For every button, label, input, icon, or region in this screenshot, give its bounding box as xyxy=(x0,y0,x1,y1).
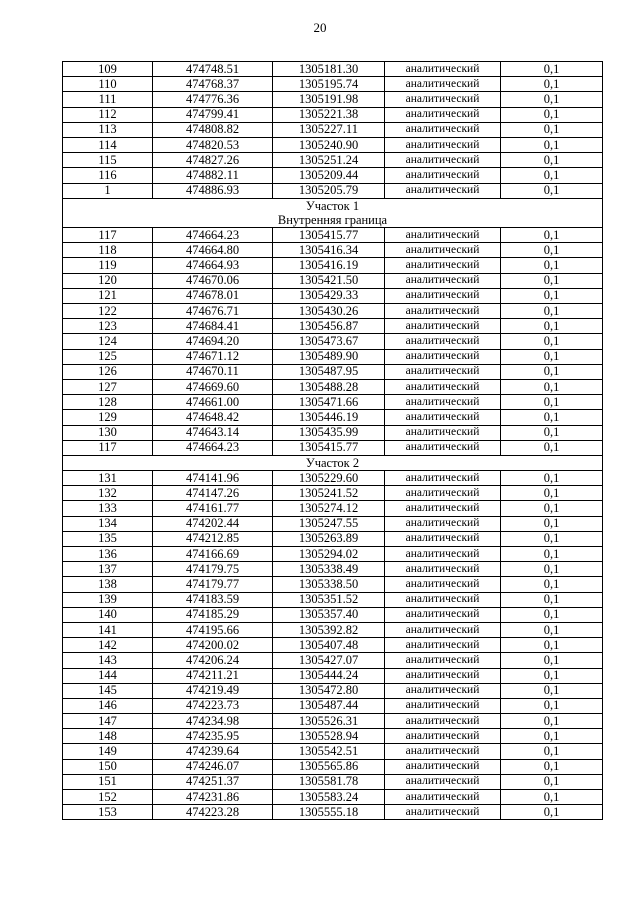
table-row xyxy=(63,258,603,273)
section-title: Участок 1 xyxy=(63,198,603,213)
method-cell: аналитический xyxy=(385,516,501,531)
accuracy-cell: 0,1 xyxy=(501,729,603,744)
x-coordinate-cell: 474206.24 xyxy=(153,653,273,668)
y-coordinate-cell: 1305263.89 xyxy=(273,531,385,546)
page-number: 20 xyxy=(313,20,327,35)
accuracy-cell: 0,1 xyxy=(501,562,603,577)
y-coordinate-cell: 1305416.19 xyxy=(273,258,385,273)
table-row xyxy=(63,607,603,622)
table-row xyxy=(63,653,603,668)
section-header-row xyxy=(63,213,603,228)
accuracy-cell: 0,1 xyxy=(501,653,603,668)
accuracy-cell: 0,1 xyxy=(501,425,603,440)
point-number-cell: 134 xyxy=(63,516,153,531)
x-coordinate-cell: 474664.80 xyxy=(153,243,273,258)
method-cell: аналитический xyxy=(385,622,501,637)
table-row xyxy=(63,714,603,729)
method-cell: аналитический xyxy=(385,638,501,653)
method-cell: аналитический xyxy=(385,395,501,410)
section-header-row xyxy=(63,455,603,470)
method-cell: аналитический xyxy=(385,77,501,92)
y-coordinate-cell: 1305221.38 xyxy=(273,107,385,122)
accuracy-cell: 0,1 xyxy=(501,668,603,683)
x-coordinate-cell: 474661.00 xyxy=(153,395,273,410)
method-cell: аналитический xyxy=(385,607,501,622)
x-coordinate-cell: 474212.85 xyxy=(153,531,273,546)
method-cell: аналитический xyxy=(385,183,501,198)
table-row xyxy=(63,395,603,410)
point-number-cell: 135 xyxy=(63,531,153,546)
y-coordinate-cell: 1305526.31 xyxy=(273,714,385,729)
x-coordinate-cell: 474179.77 xyxy=(153,577,273,592)
table-row xyxy=(63,122,603,137)
method-cell: аналитический xyxy=(385,714,501,729)
accuracy-cell: 0,1 xyxy=(501,228,603,243)
accuracy-cell: 0,1 xyxy=(501,638,603,653)
point-number-cell: 117 xyxy=(63,440,153,455)
method-cell: аналитический xyxy=(385,683,501,698)
accuracy-cell: 0,1 xyxy=(501,531,603,546)
point-number-cell: 122 xyxy=(63,304,153,319)
point-number-cell: 147 xyxy=(63,714,153,729)
x-coordinate-cell: 474246.07 xyxy=(153,759,273,774)
table-row xyxy=(63,153,603,168)
x-coordinate-cell: 474820.53 xyxy=(153,137,273,152)
point-number-cell: 114 xyxy=(63,137,153,152)
method-cell: аналитический xyxy=(385,258,501,273)
method-cell: аналитический xyxy=(385,319,501,334)
y-coordinate-cell: 1305487.95 xyxy=(273,364,385,379)
method-cell: аналитический xyxy=(385,304,501,319)
table-row xyxy=(63,334,603,349)
point-number-cell: 142 xyxy=(63,638,153,653)
y-coordinate-cell: 1305195.74 xyxy=(273,77,385,92)
y-coordinate-cell: 1305294.02 xyxy=(273,547,385,562)
y-coordinate-cell: 1305555.18 xyxy=(273,805,385,820)
method-cell: аналитический xyxy=(385,790,501,805)
accuracy-cell: 0,1 xyxy=(501,349,603,364)
method-cell: аналитический xyxy=(385,774,501,789)
method-cell: аналитический xyxy=(385,805,501,820)
table-row xyxy=(63,364,603,379)
x-coordinate-cell: 474200.02 xyxy=(153,638,273,653)
x-coordinate-cell: 474748.51 xyxy=(153,62,273,77)
accuracy-cell: 0,1 xyxy=(501,122,603,137)
x-coordinate-cell: 474185.29 xyxy=(153,607,273,622)
point-number-cell: 123 xyxy=(63,319,153,334)
table-row xyxy=(63,77,603,92)
point-number-cell: 128 xyxy=(63,395,153,410)
point-number-cell: 146 xyxy=(63,698,153,713)
x-coordinate-cell: 474251.37 xyxy=(153,774,273,789)
y-coordinate-cell: 1305471.66 xyxy=(273,395,385,410)
table-row xyxy=(63,759,603,774)
x-coordinate-cell: 474195.66 xyxy=(153,622,273,637)
method-cell: аналитический xyxy=(385,471,501,486)
method-cell: аналитический xyxy=(385,729,501,744)
accuracy-cell: 0,1 xyxy=(501,77,603,92)
table-row xyxy=(63,288,603,303)
method-cell: аналитический xyxy=(385,243,501,258)
coordinates-table-body xyxy=(63,62,603,820)
y-coordinate-cell: 1305435.99 xyxy=(273,425,385,440)
y-coordinate-cell: 1305565.86 xyxy=(273,759,385,774)
table-row xyxy=(63,410,603,425)
x-coordinate-cell: 474141.96 xyxy=(153,471,273,486)
accuracy-cell: 0,1 xyxy=(501,288,603,303)
accuracy-cell: 0,1 xyxy=(501,592,603,607)
x-coordinate-cell: 474234.98 xyxy=(153,714,273,729)
x-coordinate-cell: 474239.64 xyxy=(153,744,273,759)
x-coordinate-cell: 474678.01 xyxy=(153,288,273,303)
table-row xyxy=(63,592,603,607)
point-number-cell: 132 xyxy=(63,486,153,501)
y-coordinate-cell: 1305227.11 xyxy=(273,122,385,137)
accuracy-cell: 0,1 xyxy=(501,92,603,107)
accuracy-cell: 0,1 xyxy=(501,62,603,77)
x-coordinate-cell: 474776.36 xyxy=(153,92,273,107)
table-row xyxy=(63,440,603,455)
y-coordinate-cell: 1305251.24 xyxy=(273,153,385,168)
y-coordinate-cell: 1305191.98 xyxy=(273,92,385,107)
accuracy-cell: 0,1 xyxy=(501,683,603,698)
accuracy-cell: 0,1 xyxy=(501,790,603,805)
x-coordinate-cell: 474235.95 xyxy=(153,729,273,744)
accuracy-cell: 0,1 xyxy=(501,319,603,334)
y-coordinate-cell: 1305357.40 xyxy=(273,607,385,622)
table-row xyxy=(63,273,603,288)
point-number-cell: 130 xyxy=(63,425,153,440)
y-coordinate-cell: 1305241.52 xyxy=(273,486,385,501)
x-coordinate-cell: 474664.23 xyxy=(153,440,273,455)
point-number-cell: 110 xyxy=(63,77,153,92)
point-number-cell: 148 xyxy=(63,729,153,744)
y-coordinate-cell: 1305247.55 xyxy=(273,516,385,531)
point-number-cell: 133 xyxy=(63,501,153,516)
y-coordinate-cell: 1305240.90 xyxy=(273,137,385,152)
accuracy-cell: 0,1 xyxy=(501,379,603,394)
method-cell: аналитический xyxy=(385,349,501,364)
point-number-cell: 117 xyxy=(63,228,153,243)
accuracy-cell: 0,1 xyxy=(501,774,603,789)
point-number-cell: 152 xyxy=(63,790,153,805)
table-row xyxy=(63,547,603,562)
y-coordinate-cell: 1305338.49 xyxy=(273,562,385,577)
y-coordinate-cell: 1305392.82 xyxy=(273,622,385,637)
point-number-cell: 120 xyxy=(63,273,153,288)
accuracy-cell: 0,1 xyxy=(501,547,603,562)
table-row xyxy=(63,137,603,152)
x-coordinate-cell: 474648.42 xyxy=(153,410,273,425)
method-cell: аналитический xyxy=(385,547,501,562)
y-coordinate-cell: 1305415.77 xyxy=(273,440,385,455)
table-row xyxy=(63,531,603,546)
point-number-cell: 1 xyxy=(63,183,153,198)
accuracy-cell: 0,1 xyxy=(501,759,603,774)
point-number-cell: 149 xyxy=(63,744,153,759)
table-row xyxy=(63,486,603,501)
point-number-cell: 111 xyxy=(63,92,153,107)
method-cell: аналитический xyxy=(385,334,501,349)
y-coordinate-cell: 1305338.50 xyxy=(273,577,385,592)
y-coordinate-cell: 1305229.60 xyxy=(273,471,385,486)
y-coordinate-cell: 1305416.34 xyxy=(273,243,385,258)
method-cell: аналитический xyxy=(385,364,501,379)
accuracy-cell: 0,1 xyxy=(501,805,603,820)
accuracy-cell: 0,1 xyxy=(501,137,603,152)
y-coordinate-cell: 1305542.51 xyxy=(273,744,385,759)
y-coordinate-cell: 1305583.24 xyxy=(273,790,385,805)
y-coordinate-cell: 1305407.48 xyxy=(273,638,385,653)
method-cell: аналитический xyxy=(385,153,501,168)
x-coordinate-cell: 474676.71 xyxy=(153,304,273,319)
method-cell: аналитический xyxy=(385,273,501,288)
table-row xyxy=(63,729,603,744)
method-cell: аналитический xyxy=(385,440,501,455)
table-row xyxy=(63,577,603,592)
table-row xyxy=(63,228,603,243)
x-coordinate-cell: 474808.82 xyxy=(153,122,273,137)
y-coordinate-cell: 1305429.33 xyxy=(273,288,385,303)
table-row xyxy=(63,562,603,577)
method-cell: аналитический xyxy=(385,379,501,394)
point-number-cell: 126 xyxy=(63,364,153,379)
method-cell: аналитический xyxy=(385,425,501,440)
table-row xyxy=(63,638,603,653)
point-number-cell: 150 xyxy=(63,759,153,774)
point-number-cell: 137 xyxy=(63,562,153,577)
y-coordinate-cell: 1305472.80 xyxy=(273,683,385,698)
point-number-cell: 125 xyxy=(63,349,153,364)
accuracy-cell: 0,1 xyxy=(501,440,603,455)
point-number-cell: 124 xyxy=(63,334,153,349)
table-row xyxy=(63,683,603,698)
x-coordinate-cell: 474694.20 xyxy=(153,334,273,349)
accuracy-cell: 0,1 xyxy=(501,516,603,531)
y-coordinate-cell: 1305427.07 xyxy=(273,653,385,668)
coordinates-table xyxy=(62,61,603,820)
y-coordinate-cell: 1305488.28 xyxy=(273,379,385,394)
point-number-cell: 144 xyxy=(63,668,153,683)
method-cell: аналитический xyxy=(385,62,501,77)
x-coordinate-cell: 474223.73 xyxy=(153,698,273,713)
accuracy-cell: 0,1 xyxy=(501,410,603,425)
table-row xyxy=(63,774,603,789)
method-cell: аналитический xyxy=(385,531,501,546)
y-coordinate-cell: 1305528.94 xyxy=(273,729,385,744)
table-row xyxy=(63,790,603,805)
y-coordinate-cell: 1305421.50 xyxy=(273,273,385,288)
x-coordinate-cell: 474664.93 xyxy=(153,258,273,273)
point-number-cell: 116 xyxy=(63,168,153,183)
x-coordinate-cell: 474827.26 xyxy=(153,153,273,168)
y-coordinate-cell: 1305274.12 xyxy=(273,501,385,516)
point-number-cell: 109 xyxy=(63,62,153,77)
y-coordinate-cell: 1305473.67 xyxy=(273,334,385,349)
point-number-cell: 141 xyxy=(63,622,153,637)
method-cell: аналитический xyxy=(385,501,501,516)
y-coordinate-cell: 1305446.19 xyxy=(273,410,385,425)
point-number-cell: 136 xyxy=(63,547,153,562)
x-coordinate-cell: 474231.86 xyxy=(153,790,273,805)
table-row xyxy=(63,92,603,107)
x-coordinate-cell: 474671.12 xyxy=(153,349,273,364)
table-row xyxy=(63,744,603,759)
x-coordinate-cell: 474643.14 xyxy=(153,425,273,440)
accuracy-cell: 0,1 xyxy=(501,471,603,486)
table-row xyxy=(63,698,603,713)
table-row xyxy=(63,62,603,77)
accuracy-cell: 0,1 xyxy=(501,273,603,288)
y-coordinate-cell: 1305181.30 xyxy=(273,62,385,77)
method-cell: аналитический xyxy=(385,92,501,107)
accuracy-cell: 0,1 xyxy=(501,501,603,516)
x-coordinate-cell: 474664.23 xyxy=(153,228,273,243)
accuracy-cell: 0,1 xyxy=(501,607,603,622)
x-coordinate-cell: 474882.11 xyxy=(153,168,273,183)
method-cell: аналитический xyxy=(385,122,501,137)
x-coordinate-cell: 474670.11 xyxy=(153,364,273,379)
accuracy-cell: 0,1 xyxy=(501,334,603,349)
table-row xyxy=(63,379,603,394)
point-number-cell: 119 xyxy=(63,258,153,273)
method-cell: аналитический xyxy=(385,562,501,577)
y-coordinate-cell: 1305209.44 xyxy=(273,168,385,183)
x-coordinate-cell: 474669.60 xyxy=(153,379,273,394)
x-coordinate-cell: 474166.69 xyxy=(153,547,273,562)
table-row xyxy=(63,243,603,258)
method-cell: аналитический xyxy=(385,228,501,243)
table-row xyxy=(63,471,603,486)
point-number-cell: 138 xyxy=(63,577,153,592)
x-coordinate-cell: 474147.26 xyxy=(153,486,273,501)
method-cell: аналитический xyxy=(385,486,501,501)
y-coordinate-cell: 1305489.90 xyxy=(273,349,385,364)
point-number-cell: 127 xyxy=(63,379,153,394)
point-number-cell: 121 xyxy=(63,288,153,303)
x-coordinate-cell: 474684.41 xyxy=(153,319,273,334)
accuracy-cell: 0,1 xyxy=(501,698,603,713)
x-coordinate-cell: 474183.59 xyxy=(153,592,273,607)
accuracy-cell: 0,1 xyxy=(501,153,603,168)
method-cell: аналитический xyxy=(385,653,501,668)
method-cell: аналитический xyxy=(385,744,501,759)
table-row xyxy=(63,107,603,122)
y-coordinate-cell: 1305581.78 xyxy=(273,774,385,789)
table-row xyxy=(63,349,603,364)
table-row xyxy=(63,622,603,637)
method-cell: аналитический xyxy=(385,137,501,152)
point-number-cell: 139 xyxy=(63,592,153,607)
point-number-cell: 153 xyxy=(63,805,153,820)
x-coordinate-cell: 474202.44 xyxy=(153,516,273,531)
x-coordinate-cell: 474223.28 xyxy=(153,805,273,820)
accuracy-cell: 0,1 xyxy=(501,258,603,273)
y-coordinate-cell: 1305444.24 xyxy=(273,668,385,683)
table-row xyxy=(63,319,603,334)
accuracy-cell: 0,1 xyxy=(501,183,603,198)
point-number-cell: 113 xyxy=(63,122,153,137)
table-row xyxy=(63,304,603,319)
point-number-cell: 118 xyxy=(63,243,153,258)
y-coordinate-cell: 1305205.79 xyxy=(273,183,385,198)
method-cell: аналитический xyxy=(385,759,501,774)
method-cell: аналитический xyxy=(385,288,501,303)
accuracy-cell: 0,1 xyxy=(501,304,603,319)
accuracy-cell: 0,1 xyxy=(501,168,603,183)
y-coordinate-cell: 1305430.26 xyxy=(273,304,385,319)
table-row xyxy=(63,668,603,683)
x-coordinate-cell: 474886.93 xyxy=(153,183,273,198)
x-coordinate-cell: 474211.21 xyxy=(153,668,273,683)
x-coordinate-cell: 474179.75 xyxy=(153,562,273,577)
x-coordinate-cell: 474768.37 xyxy=(153,77,273,92)
table-row xyxy=(63,805,603,820)
accuracy-cell: 0,1 xyxy=(501,486,603,501)
accuracy-cell: 0,1 xyxy=(501,395,603,410)
accuracy-cell: 0,1 xyxy=(501,364,603,379)
table-row xyxy=(63,501,603,516)
point-number-cell: 140 xyxy=(63,607,153,622)
table-row xyxy=(63,183,603,198)
accuracy-cell: 0,1 xyxy=(501,714,603,729)
method-cell: аналитический xyxy=(385,107,501,122)
point-number-cell: 143 xyxy=(63,653,153,668)
point-number-cell: 131 xyxy=(63,471,153,486)
method-cell: аналитический xyxy=(385,577,501,592)
accuracy-cell: 0,1 xyxy=(501,577,603,592)
point-number-cell: 112 xyxy=(63,107,153,122)
point-number-cell: 129 xyxy=(63,410,153,425)
y-coordinate-cell: 1305351.52 xyxy=(273,592,385,607)
y-coordinate-cell: 1305456.87 xyxy=(273,319,385,334)
point-number-cell: 115 xyxy=(63,153,153,168)
point-number-cell: 145 xyxy=(63,683,153,698)
method-cell: аналитический xyxy=(385,410,501,425)
y-coordinate-cell: 1305487.44 xyxy=(273,698,385,713)
x-coordinate-cell: 474219.49 xyxy=(153,683,273,698)
table-row xyxy=(63,425,603,440)
method-cell: аналитический xyxy=(385,168,501,183)
table-row xyxy=(63,516,603,531)
accuracy-cell: 0,1 xyxy=(501,744,603,759)
method-cell: аналитический xyxy=(385,668,501,683)
accuracy-cell: 0,1 xyxy=(501,107,603,122)
section-header-row xyxy=(63,198,603,213)
section-title: Участок 2 xyxy=(63,455,603,470)
method-cell: аналитический xyxy=(385,698,501,713)
table-row xyxy=(63,168,603,183)
x-coordinate-cell: 474799.41 xyxy=(153,107,273,122)
y-coordinate-cell: 1305415.77 xyxy=(273,228,385,243)
accuracy-cell: 0,1 xyxy=(501,622,603,637)
method-cell: аналитический xyxy=(385,592,501,607)
section-title: Внутренняя граница xyxy=(63,213,603,228)
accuracy-cell: 0,1 xyxy=(501,243,603,258)
x-coordinate-cell: 474670.06 xyxy=(153,273,273,288)
x-coordinate-cell: 474161.77 xyxy=(153,501,273,516)
point-number-cell: 151 xyxy=(63,774,153,789)
